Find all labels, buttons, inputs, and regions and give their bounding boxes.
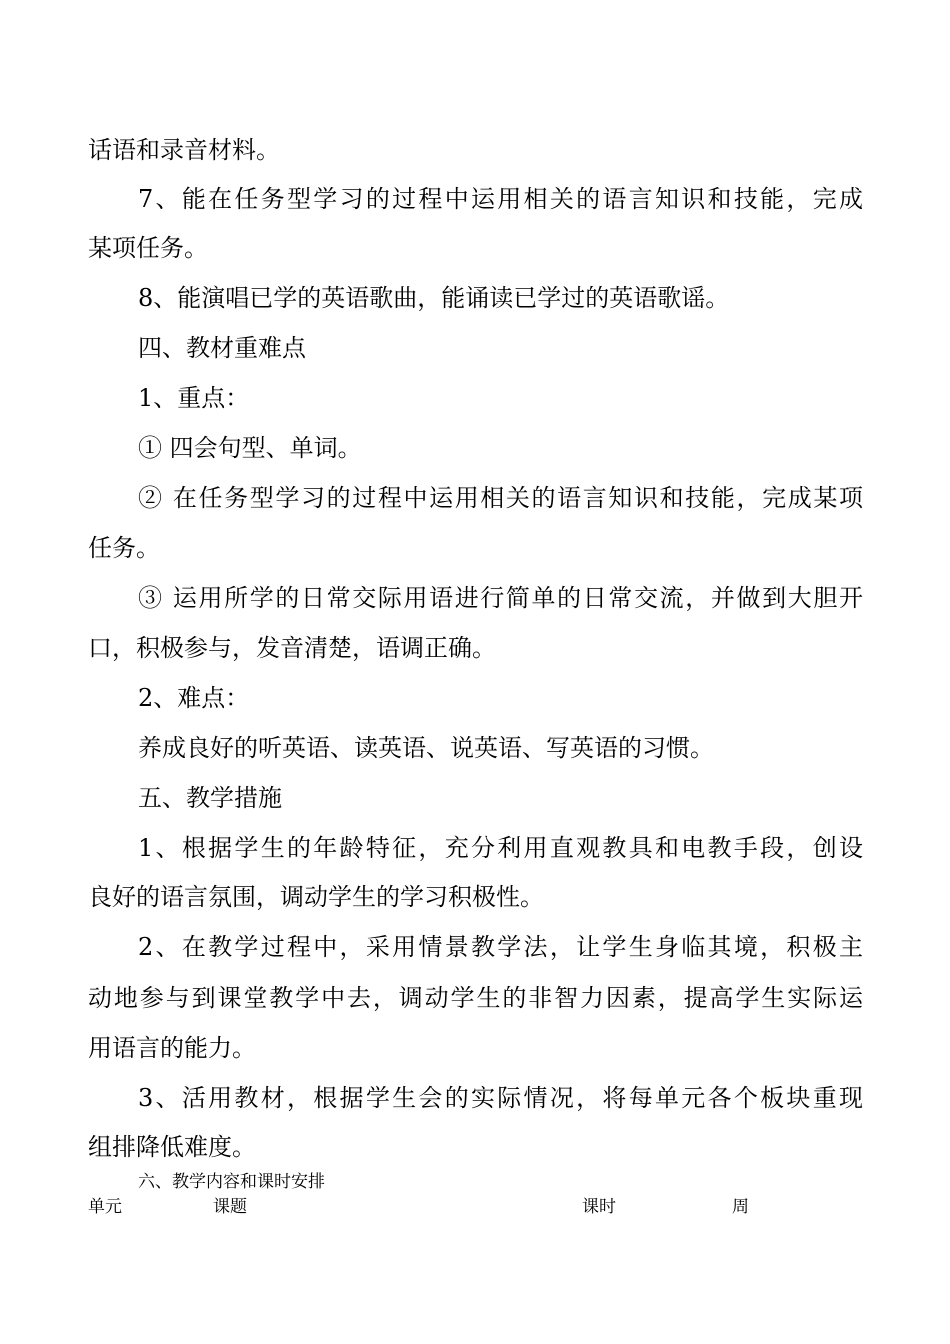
subheading: 1、重点： [138, 384, 250, 412]
paragraph-line: ② 在任务型学习的过程中运用相关的语言知识和技能，完成某项 [138, 484, 863, 512]
paragraph-line: 7、能在任务型学习的过程中运用相关的语言知识和技能，完成 [138, 185, 863, 213]
section-heading: 五、教学措施 [138, 784, 282, 812]
column-header-unit: 单元 [88, 1197, 122, 1217]
paragraph-line: 任务。 [88, 534, 160, 562]
paragraph-line: 1、根据学生的年龄特征，充分利用直观教具和电教手段，创设 [138, 834, 863, 862]
subheading: 2、难点： [138, 684, 250, 712]
paragraph-line: 话语和录音材料。 [88, 136, 280, 164]
paragraph-line: ③ 运用所学的日常交际用语进行简单的日常交流，并做到大胆开 [138, 584, 863, 612]
paragraph-line: 动地参与到课堂教学中去，调动学生的非智力因素，提高学生实际运 [88, 984, 863, 1012]
column-header-topic: 课题 [213, 1197, 247, 1217]
paragraph-line: ① 四会句型、单词。 [138, 434, 362, 462]
paragraph-line: 良好的语言氛围，调动学生的学习积极性。 [88, 883, 544, 911]
column-header-week: 周 [732, 1197, 749, 1217]
paragraph-line: 3、活用教材，根据学生会的实际情况，将每单元各个板块重现 [138, 1084, 863, 1112]
paragraph-line: 养成良好的听英语、读英语、说英语、写英语的习惯。 [138, 734, 714, 762]
paragraph-line: 组排降低难度。 [88, 1133, 256, 1161]
column-header-hours: 课时 [582, 1197, 616, 1217]
paragraph-line: 口，积极参与，发音清楚，语调正确。 [88, 634, 496, 662]
paragraph-line: 2、在教学过程中，采用情景教学法，让学生身临其境，积极主 [138, 933, 863, 961]
section-heading: 四、教材重难点 [138, 334, 306, 362]
paragraph-line: 某项任务。 [88, 234, 208, 262]
section-heading-six: 六、教学内容和课时安排 [138, 1172, 325, 1192]
paragraph-line: 8、能演唱已学的英语歌曲，能诵读已学过的英语歌谣。 [138, 284, 730, 312]
paragraph-line: 用语言的能力。 [88, 1034, 256, 1062]
